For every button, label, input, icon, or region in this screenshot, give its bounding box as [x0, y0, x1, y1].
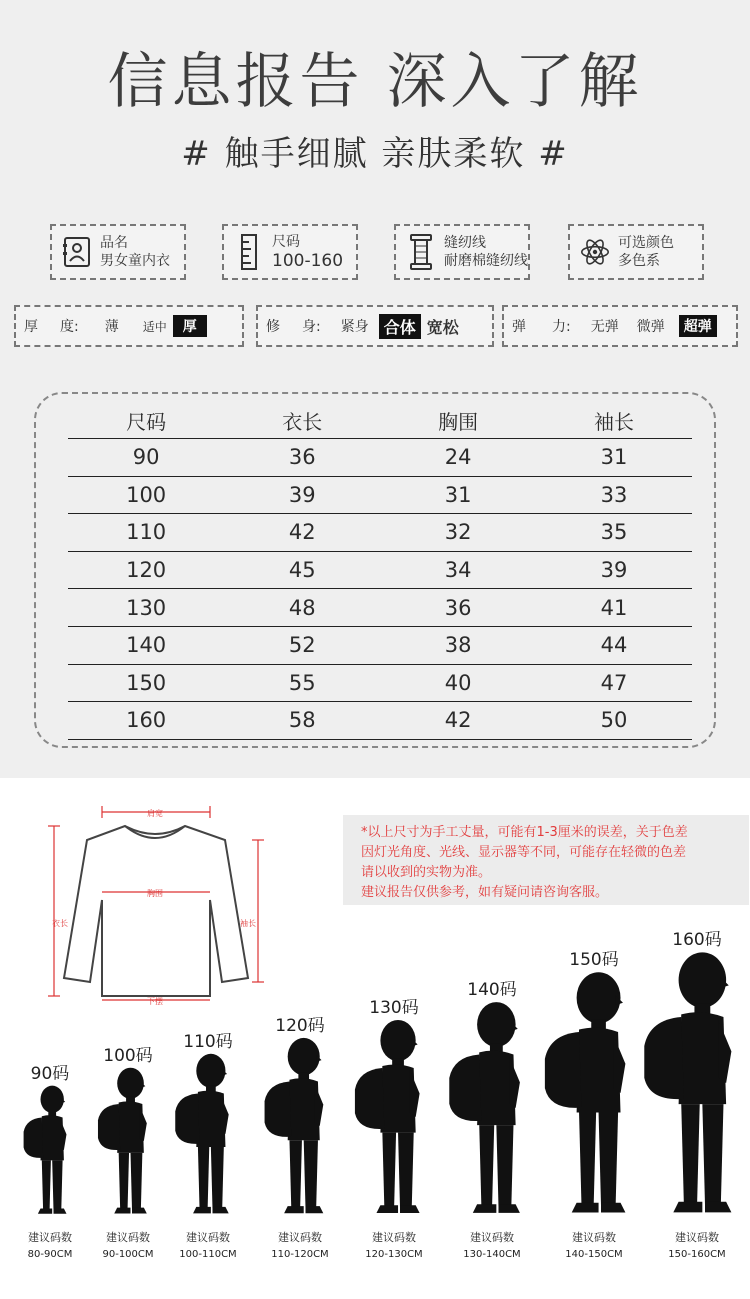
attr-label: 身:: [302, 319, 321, 335]
suggest-label: 建议码数: [372, 1231, 416, 1244]
table-cell: 90: [68, 439, 224, 477]
page-subtitle: # 触手细腻 亲肤柔软 #: [181, 134, 569, 174]
child-silhouette-icon: [639, 951, 750, 1215]
size-height-guide: [0, 930, 750, 1299]
atom-icon: [580, 234, 610, 270]
table-cell: 33: [536, 476, 692, 514]
table-cell: 41: [536, 589, 692, 627]
id-card-icon: [62, 234, 92, 270]
height-range: 90-100CM: [102, 1249, 154, 1260]
thickness-option-thick-selected: 厚: [173, 315, 207, 337]
table-cell: 34: [380, 551, 536, 589]
table-cell: 52: [224, 626, 380, 664]
attr-label: 修: [266, 319, 280, 335]
elasticity-option-none: 无弹: [590, 319, 619, 335]
info-card-label: 品名: [100, 235, 128, 251]
child-silhouette-icon: [172, 1053, 243, 1215]
kid-size-label: 110码: [183, 1032, 233, 1052]
thickness-option-medium: 适中: [142, 319, 167, 334]
note-line: 请以收到的实物为准。: [361, 865, 492, 880]
ruler-icon: [234, 234, 264, 270]
header-sleeve: 袖长: [536, 402, 692, 439]
suggest-label: 建议码数: [572, 1231, 616, 1244]
suggested-size: [168, 1229, 248, 1263]
info-card-label: 可选颜色: [618, 235, 674, 251]
length-label: 衣长: [52, 919, 68, 928]
kid-size-label: 150码: [569, 950, 619, 970]
info-card-label: 缝纫线: [444, 235, 486, 251]
child-silhouette-icon: [351, 1019, 437, 1215]
table-cell: 48: [224, 589, 380, 627]
size-table-header: [68, 402, 692, 439]
table-cell: 55: [224, 664, 380, 702]
child-silhouette-icon: [21, 1085, 78, 1215]
suggest-label: 建议码数: [675, 1231, 719, 1244]
table-cell: 40: [380, 664, 536, 702]
fit-option-tight: 紧身: [340, 319, 369, 335]
table-row: [68, 476, 692, 514]
chest-label: 胸围: [147, 889, 163, 898]
height-range: 120-130CM: [365, 1249, 423, 1260]
table-cell: 100: [68, 476, 224, 514]
fit-option-loose: 宽松: [426, 317, 459, 337]
table-row: [68, 551, 692, 589]
table-cell: 36: [224, 439, 380, 477]
elasticity-option-super-selected: 超弹: [679, 315, 717, 337]
child-silhouette-icon: [445, 1001, 539, 1215]
info-card-size: [222, 224, 358, 280]
table-cell: 31: [380, 476, 536, 514]
thread-spool-icon: [406, 234, 436, 270]
suggested-size: [260, 1229, 340, 1263]
table-cell: 24: [380, 439, 536, 477]
thickness-option-thin: 薄: [104, 319, 119, 335]
table-cell: 47: [536, 664, 692, 702]
info-card-product-name: [50, 224, 186, 280]
kid-size-label: 120码: [275, 1016, 325, 1036]
fit-attribute: [256, 305, 494, 347]
table-row: [68, 664, 692, 702]
thickness-attribute: [14, 305, 244, 347]
info-card-color: [568, 224, 704, 280]
height-range: 80-90CM: [27, 1249, 73, 1260]
info-card-value: 耐磨棉缝纫线: [444, 253, 528, 269]
attr-label: 度:: [60, 319, 79, 335]
attr-label: 厚: [24, 319, 38, 335]
suggested-size: [554, 1229, 634, 1263]
measurement-note: [343, 815, 749, 905]
table-cell: 130: [68, 589, 224, 627]
header-chest: 胸围: [380, 402, 536, 439]
fit-option-regular-selected: 合体: [379, 314, 421, 339]
table-cell: 45: [224, 551, 380, 589]
table-cell: 38: [380, 626, 536, 664]
size-table: [68, 402, 692, 740]
table-cell: 58: [224, 702, 380, 740]
sleeve-label: 袖长: [240, 919, 256, 928]
info-card-value: 多色系: [618, 253, 660, 269]
table-cell: 39: [224, 476, 380, 514]
note-line: 建议报告仅供参考，如有疑问请咨询客服。: [361, 885, 609, 900]
table-cell: 44: [536, 626, 692, 664]
header-length: 衣长: [224, 402, 380, 439]
table-cell: 36: [380, 589, 536, 627]
child-silhouette-icon: [95, 1067, 160, 1215]
info-card-value: 100-160: [272, 250, 344, 271]
kid-size-label: 160码: [672, 930, 722, 950]
table-cell: 31: [536, 439, 692, 477]
table-cell: 42: [380, 702, 536, 740]
suggested-size: [354, 1229, 434, 1263]
suggest-label: 建议码数: [278, 1231, 322, 1244]
info-card-value: 男女童内衣: [100, 253, 170, 269]
table-cell: 42: [224, 514, 380, 552]
table-row: [68, 514, 692, 552]
height-range: 100-110CM: [179, 1249, 237, 1260]
elasticity-option-slight: 微弹: [636, 319, 665, 335]
table-row: [68, 702, 692, 740]
table-cell: 160: [68, 702, 224, 740]
table-cell: 39: [536, 551, 692, 589]
header-size: 尺码: [68, 402, 224, 439]
height-range: 140-150CM: [565, 1249, 623, 1260]
table-row: [68, 626, 692, 664]
kid-size-label: 90码: [30, 1064, 70, 1084]
table-cell: 32: [380, 514, 536, 552]
suggested-size: [88, 1229, 168, 1263]
suggested-size: [10, 1229, 90, 1263]
table-cell: 50: [536, 702, 692, 740]
suggest-label: 建议码数: [470, 1231, 514, 1244]
kid-size-label: 100码: [103, 1046, 153, 1066]
table-cell: 140: [68, 626, 224, 664]
child-silhouette-icon: [540, 971, 647, 1215]
table-cell: 35: [536, 514, 692, 552]
table-cell: 150: [68, 664, 224, 702]
table-cell: 120: [68, 551, 224, 589]
table-cell: 110: [68, 514, 224, 552]
suggest-label: 建议码数: [106, 1231, 150, 1244]
table-row: [68, 589, 692, 627]
height-range: 110-120CM: [271, 1249, 329, 1260]
note-line: *以上尺寸为手工丈量，可能有1-3厘米的误差，关于色差: [361, 825, 688, 840]
hem-label: 下摆: [147, 997, 163, 1006]
suggested-size: [657, 1229, 737, 1263]
attr-label: 力:: [552, 319, 571, 335]
suggested-size: [452, 1229, 532, 1263]
kid-size-label: 140码: [467, 980, 517, 1000]
table-row: [68, 439, 692, 477]
note-line: 因灯光角度、光线、显示器等不同，可能存在轻微的色差: [361, 845, 687, 860]
shoulder-label: 肩宽: [147, 809, 163, 818]
height-range: 150-160CM: [668, 1249, 726, 1260]
height-range: 130-140CM: [463, 1249, 521, 1260]
suggest-label: 建议码数: [186, 1231, 230, 1244]
attr-label: 弹: [512, 319, 526, 335]
kid-size-label: 130码: [369, 998, 419, 1018]
page-title: 信息报告 深入了解: [107, 47, 643, 117]
size-table-panel: [34, 392, 716, 748]
info-card-label: 尺码: [272, 233, 300, 250]
elasticity-attribute: [502, 305, 738, 347]
suggest-label: 建议码数: [28, 1231, 72, 1244]
child-silhouette-icon: [261, 1037, 339, 1215]
info-card-thread: [394, 224, 530, 280]
